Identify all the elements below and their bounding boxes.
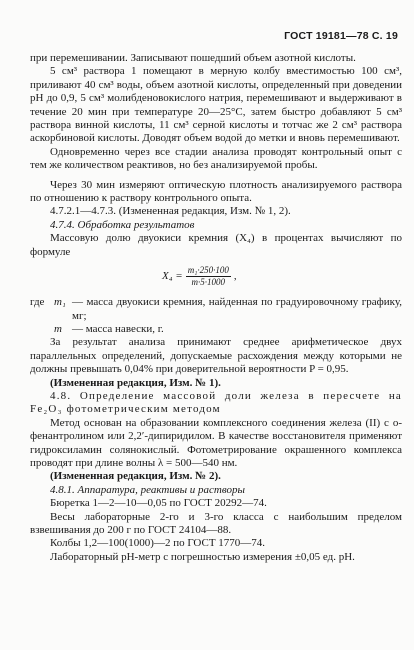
formula-tail: , — [233, 269, 237, 282]
formula-lhs: X₄ = — [162, 269, 183, 282]
paragraph: Лабораторный рН-метр с погрешностью измерения ±0,05 ед. рН. — [50, 550, 355, 563]
paragraph: Метод основан на образовании комплексного соединения железа (II) с о-фенантролином или 2,2′-дипиридилом. В качестве восстановителя применяют гидроксиламин солянокислый. Фотометрирование окрашенного комплекса проводят при длине волны λ = 500—540 нм. — [30, 416, 402, 469]
paragraph: За результат анализа принимают среднее арифметическое двух параллельных определений, допускаемые расхождения между которыми не должны превышать 0,04% при доверительной вероятности P = 0,95. — [30, 336, 402, 376]
paragraph: Весы лабораторные 2-го и 3-го класса с наибольшим пределом взвешивания до 200 г по ГОСТ 24104—88. — [30, 510, 402, 536]
variable-description: — масса навески, г. — [72, 322, 164, 335]
formula-numerator: m₁·250·100 — [187, 265, 229, 276]
formula-fraction — [186, 265, 231, 288]
amendment-note: (Измененная редакция, Изм. № 2). — [50, 470, 221, 483]
variable-description: — масса двуокиси кремния, найденная по градуировочному графику, мг; — [72, 296, 402, 322]
document-body — [30, 52, 402, 564]
variable-definition — [30, 296, 402, 323]
section-heading: 4.7.4. Обработка результатов — [50, 218, 195, 231]
paragraph: Колбы 1,2—100(1000)—2 по ГОСТ 1770—74. — [50, 537, 266, 550]
amendment-note: (Измененная редакция, Изм. № 1). — [50, 376, 221, 389]
paragraph: Бюретка 1—2—10—0,05 по ГОСТ 20292—74. — [50, 497, 267, 510]
variable-symbol: m — [54, 322, 62, 335]
paragraph: Массовую долю двуокиси кремния (X₄) в процентах вычисляют по формуле — [30, 232, 402, 258]
paragraph: Одновременно через все стадии анализа проводят контрольный опыт с тем же количеством реактивов, но без анализируемой пробы. — [30, 145, 402, 172]
amendment-note: 4.7.2.1—4.7.3. (Измененная редакция, Изм. № 1, 2). — [50, 205, 291, 218]
section-heading: 4.8. Определение массовой доли железа в пересчете на Fe₂O₃ фотометрическим методом — [30, 389, 402, 416]
paragraph: при перемешивании. Записывают пошедший объем азотной кислоты. — [30, 52, 356, 64]
formula-denominator: m·5·1000 — [191, 277, 226, 288]
page-header: ГОСТ 19181—78 С. 19 — [284, 30, 398, 42]
variable-symbol: m₁ — [54, 296, 66, 309]
paragraph: 5 см³ раствора 1 помещают в мерную колбу вместимостью 100 см³, приливают 40 см³ воды, объем азотной кислоты, определенный при доведении рН до 0,9, 5 см³ молибденовокислого натрия, перемешивают и выдерживают в течение 20 мин при температуре 20—25°С, затем быстро добавляют 5 см³ раствора винной кислоты, 11 см³ серной кислоты и тотчас же 2 см³ раствора аскорбиновой кислоты. Доводят объем водой до метки и вновь перемешивают. — [30, 65, 402, 145]
paragraph: Через 30 мин измеряют оптическую плотность анализируемого раствора по отношению к раствору контрольного опыта. — [30, 178, 402, 205]
section-heading: 4.8.1. Аппаратура, реактивы и растворы — [50, 483, 245, 496]
variable-definition — [30, 323, 402, 336]
where-label: где — [30, 296, 45, 309]
formula — [30, 262, 402, 292]
